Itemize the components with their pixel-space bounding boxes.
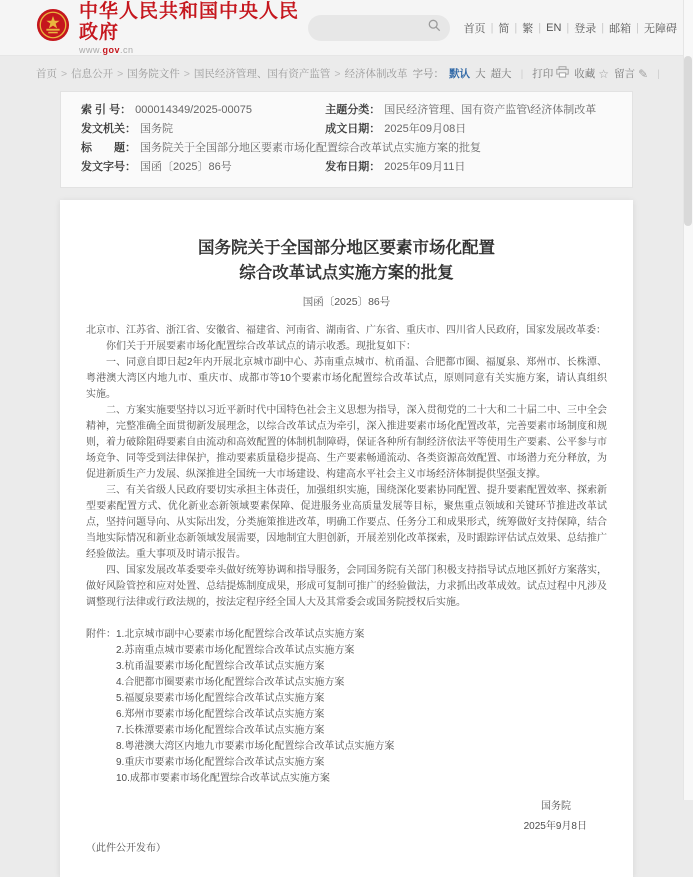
attachment-item: 2.苏南重点城市要素市场化配置综合改革试点实施方案 (116, 645, 355, 656)
font-size-default-button[interactable]: 默认 (449, 68, 471, 80)
print-button[interactable]: 打印 (532, 66, 569, 81)
paragraph-2: 二、方案实施要坚持以习近平新时代中国特色社会主义思想为指导，深入贯彻党的二十大和二十届二中、三中全会精神，完整准确全面贯彻新发展理念，以综合改革试点为牵引，深入推进要素市场化配置改革，完善要素市场制度和规则，着力破除阻碍要素自由流动和高效配置的体制机制障碍，保证各种所有制经济依法平等使用生产要素、公平参与市场竞争、同等受到法律保护，推动要素质量稳步提高、生产要素畅通流动、各类资源高效配置、市场潜力充分释放，为促进新质生产力发展、纵深推进全国统一大市场建设、构建高水平社会主义市场经济体制提供坚强支撑。 (86, 405, 607, 480)
meta-topic: 主题分类： 国民经济管理、国有资产监管\经济体制改革 (325, 104, 597, 116)
attachment-item: 3.杭甬温要素市场化配置综合改革试点实施方案 (116, 661, 325, 672)
crumb-economy-category[interactable]: 国民经济管理、国有资产监管 (193, 68, 331, 80)
document-number: 国函〔2025〕86号 (302, 296, 391, 308)
nav-home[interactable]: 首页 (463, 22, 486, 35)
nav-login[interactable]: 登录 (574, 22, 597, 35)
national-emblem-icon (36, 8, 70, 47)
paragraph-1: 一、同意自即日起2年内开展北京城市副中心、苏南重点城市、杭甬温、合肥都市圈、福厦泉、郑州市、长株潭、粤港澳大湾区内地九市、重庆市、成都市等10个要素市场化配置综合改革试点，原则同意有关实施方案，请认真组织实施。 (86, 357, 607, 400)
public-release-note: （此件公开发布） (86, 843, 166, 854)
site-url: www.gov.cn (79, 44, 134, 55)
site-header (0, 0, 693, 56)
attachment-item: 4.合肥都市圈要素市场化配置综合改革试点实施方案 (116, 677, 345, 688)
favorite-button[interactable]: 收藏 ☆ (574, 66, 610, 81)
top-nav: 首页 | 简 | 繁 | EN | 登录 | 邮箱 | 无障碍 (463, 21, 677, 35)
meta-doc-number: 发文字号： 国函〔2025〕86号 (81, 161, 232, 173)
meta-title: 标 题： 国务院关于全国部分地区要素市场化配置综合改革试点实施方案的批复 (81, 142, 481, 154)
meta-agency: 发文机关： 国务院 (81, 123, 173, 135)
breadcrumb-bar (0, 56, 693, 90)
attachment-item: 5.福厦泉要素市场化配置综合改革试点实施方案 (116, 693, 325, 704)
star-icon: ☆ (598, 66, 610, 81)
paragraph-4: 四、国家发展改革委要牵头做好统筹协调和指导服务，会同国务院有关部门积极支持指导试点地区抓好方案落实，做好风险管控和应对处置、总结提炼制度成果，形成可复制可推广的经验做法，力求抓出改革成效。试点过程中凡涉及调整现行法律或行政法规的，按法定程序经全国人大及其常委会或国务院授权后实施。 (86, 565, 607, 608)
site-title: 中华人民共和国中央人民政府 (79, 0, 300, 43)
crumb-home[interactable]: 首页 (36, 68, 57, 80)
meta-row (81, 158, 612, 177)
salutation: 北京市、江苏省、浙江省、安徽省、福建省、河南省、湖南省、广东省、重庆市、四川省人民政府，国家发展改革委： (86, 325, 606, 336)
signature-block (86, 797, 607, 837)
document-body (86, 323, 607, 857)
scrollbar-thumb[interactable] (684, 56, 692, 226)
font-size-label: 字号： (412, 68, 445, 80)
crumb-info-disclosure[interactable]: 信息公开 (71, 68, 114, 80)
meta-row (81, 139, 612, 158)
nav-english[interactable]: EN (546, 21, 562, 34)
font-size-large-button[interactable]: 大 (475, 68, 486, 80)
attachment-item: 7.长株潭要素市场化配置综合改革试点实施方案 (116, 725, 325, 736)
attachments-list (86, 627, 607, 787)
crumb-state-council-docs[interactable]: 国务院文件 (127, 68, 180, 80)
search-box (308, 15, 450, 41)
pencil-icon: ✎ (638, 66, 649, 81)
meta-date-published: 发布日期： 2025年09月11日 (325, 161, 466, 173)
nav-mail[interactable]: 邮箱 (609, 22, 632, 35)
scrollbar-track[interactable] (683, 0, 693, 800)
paragraph-3: 三、有关省级人民政府要切实承担主体责任，加强组织实施，围绕深化要素协同配置、提升要素配置效率、探索新型要素配置方式、优化新业态新领域要素保障、促进服务业高质量发展等目标，聚焦重点领域和关键环节推进改革试点，坚持问题导向、从实际出发，分类施策推进改革，明确工作要点、任务分工和成果形式，统筹做好支持保障，结合当地实际情况和新业态新领域发展需要，因地制宜大胆创新，开展差别化改革探索，及时跟踪评估试点效果、总结推广经验做法。重大事项及时请示报告。 (86, 485, 607, 560)
search-input[interactable] (320, 22, 428, 34)
document-card (60, 200, 633, 877)
meta-index: 索 引 号： 000014349/2025-00075 (81, 104, 252, 116)
intro-paragraph: 你们关于开展要素市场化配置综合改革试点的请示收悉。现批复如下： (106, 341, 416, 352)
page-tools: 字号： 默认 大 超大 | 打印 收藏 ☆ 留言 ✎ | (412, 66, 660, 81)
attachment-item: 附件：1.北京城市副中心要素市场化配置综合改革试点实施方案 (86, 629, 365, 640)
font-size-xlarge-button[interactable]: 超大 (490, 68, 512, 80)
attachment-item: 10.成都市要素市场化配置综合改革试点实施方案 (116, 773, 330, 784)
meta-date-written: 成文日期： 2025年09月08日 (325, 123, 467, 135)
crumb-economic-reform[interactable]: 经济体制改革 (344, 68, 408, 80)
attachment-item: 8.粤港澳大湾区内地九市要素市场化配置综合改革试点实施方案 (116, 741, 395, 752)
signer: 国务院 (541, 801, 571, 812)
attachment-item: 9.重庆市要素市场化配置综合改革试点实施方案 (116, 757, 325, 768)
doc-meta-box (60, 91, 633, 188)
meta-row (81, 120, 612, 139)
nav-accessibility[interactable]: 无障碍 (644, 22, 677, 35)
comment-button[interactable]: 留言 ✎ (614, 66, 649, 81)
nav-traditional[interactable]: 繁 (522, 22, 534, 35)
attachments-label: 附件： (86, 629, 116, 640)
printer-icon (556, 66, 569, 81)
site-logo[interactable] (36, 1, 308, 55)
attachment-item: 6.郑州市要素市场化配置综合改革试点实施方案 (116, 709, 325, 720)
document-title: 国务院关于全国部分地区要素市场化配置 综合改革试点实施方案的批复 (198, 239, 495, 282)
breadcrumb: 首页 > 信息公开 > 国务院文件 > 国民经济管理、国有资产监管 > 经济体制改革 (36, 67, 408, 80)
search-icon[interactable] (428, 19, 441, 37)
meta-row (81, 101, 612, 120)
sign-date: 2025年9月8日 (523, 821, 587, 832)
nav-simplified[interactable]: 简 (498, 22, 510, 35)
